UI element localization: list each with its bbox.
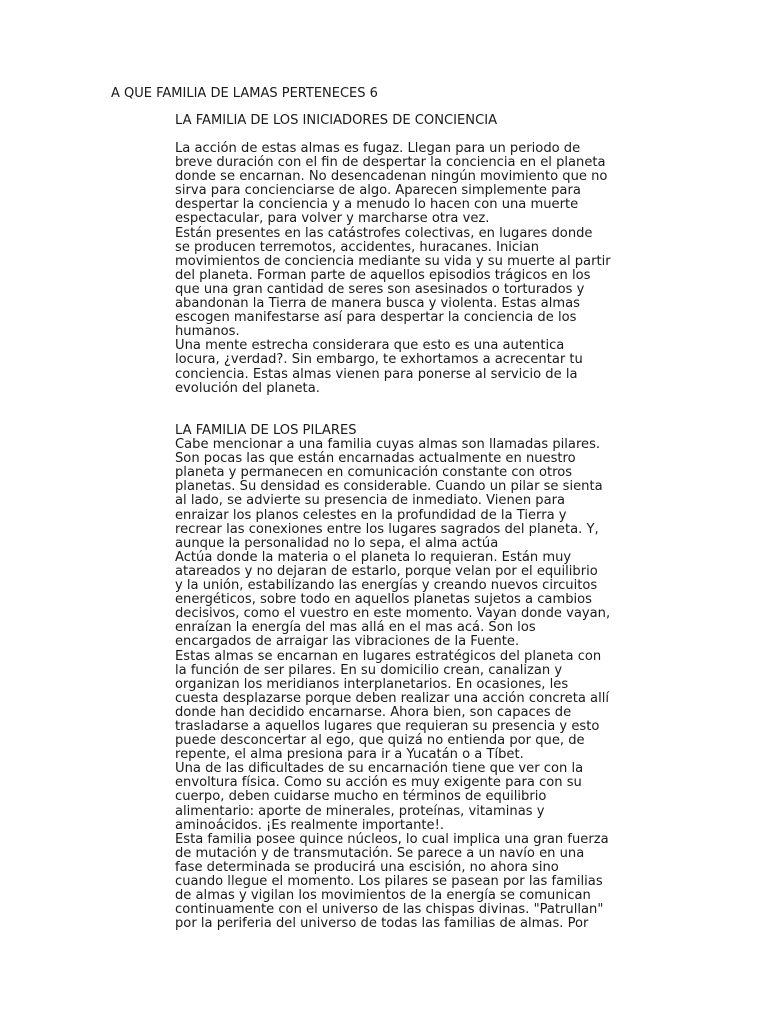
text-line: envoltura física. Como su acción es muy exigente para con su [175, 775, 582, 791]
text-line: continuamente con el universo de las chispas divinas. "Patrullan" [175, 902, 604, 918]
text-line: se producen terremotos, accidentes, huracanes. Inician [175, 239, 540, 255]
text-line: movimientos de conciencia mediante su vida y su muerte al partir [175, 253, 611, 269]
section-iniciadores-heading-block [175, 114, 635, 128]
text-line: breve duración con el fin de despertar la conciencia en el planeta [175, 155, 606, 171]
paragraph [175, 339, 635, 395]
text-line: Actúa donde la materia o el planeta lo requieran. Están muy [175, 549, 572, 565]
text-line: encargados de arraigar las vibraciones de la Fuente. [175, 634, 520, 650]
text-line: locura, ¿verdad?. Sin embargo, te exhortamos a acrecentar tu [175, 352, 583, 368]
text-line: Estas almas se encarnan en lugares estratégicos del planeta con [175, 648, 602, 664]
text-line: de mutación y de transmutación. Se parece a un navío en una [175, 845, 585, 861]
text-line: decisivos, como el vuestro en este momento. Vayan donde vayan, [175, 606, 611, 622]
text-line: Cabe mencionar a una familia cuyas almas son llamadas pilares. [175, 437, 601, 453]
text-line: cuerpo, deben cuidarse mucho en términos de equilibrio [175, 789, 547, 805]
text-line: Están presentes en las catástrofes colectivas, en lugares donde [175, 225, 593, 241]
paragraph [175, 227, 635, 340]
text-line: Son pocas las que están encarnadas actualmente en nuestro [175, 451, 576, 467]
text-line: que una gran cantidad de seres son asesinados o torturados y [175, 281, 585, 297]
section-iniciadores-body [175, 142, 635, 396]
text-line: recrear las conexiones entre los lugares sagrados del planeta. Y, [175, 521, 599, 537]
section-pilares [175, 424, 635, 931]
text-line: donde han decidido encarnarse. Ahora bien, son capaces de [175, 704, 572, 720]
text-line: Una mente estrecha considerara que esto es una autentica [175, 338, 565, 354]
text-line: atareados y no dejaran de estarlo, porque velan por el equilibrio [175, 563, 598, 579]
paragraph [175, 762, 635, 832]
text-line: sirva para concienciarse de algo. Aparecen simplemente para [175, 183, 581, 199]
text-line: cuando llegue el momento. Los pilares se pasean por las familias [175, 874, 603, 889]
section-heading-pilares: LA FAMILIA DE LOS PILARES [175, 423, 357, 438]
text-line: organizan los meridianos interplanetarios. En ocasiones, les [175, 676, 569, 692]
text-line: planeta y permanecen en comunicación constante con otros [175, 465, 573, 481]
text-line: aminoácidos. ¡Es realmente importante!. [175, 817, 444, 833]
text-line: repente, el alma presiona para ir a Yucatán o a Tíbet. [175, 747, 524, 763]
text-line: fase determinada se producirá una escisión, no ahora sino [175, 859, 559, 875]
paragraph [175, 650, 635, 763]
text-line: La acción de estas almas es fugaz. Llegan para un periodo de [175, 141, 581, 156]
text-line: al lado, se advierte su presencia de inmediato. Vienen para [175, 493, 566, 509]
text-line: planetas. Su densidad es considerable. Cuando un pilar se sienta [175, 479, 603, 495]
text-line: despertar la conciencia y a menudo lo hacen con una muerte [175, 197, 579, 213]
text-line: y la unión, estabilizando las energías y creando nuevos circuitos [175, 578, 598, 594]
paragraph [175, 551, 635, 650]
paragraph [175, 438, 635, 551]
text-line: Una de las dificultades de su encarnación tiene que ver con la [175, 761, 584, 777]
section-heading-iniciadores: LA FAMILIA DE LOS INICIADORES DE CONCIENCIA [175, 113, 498, 128]
text-line: enraízan la energía del mas allá en el mas acá. Son los [175, 620, 536, 636]
text-line: del planeta. Forman parte de aquellos episodios trágicos en los [175, 267, 591, 283]
text-line: evolución del planeta. [175, 380, 320, 396]
text-line: cuesta desplazarse porque deben realizar una acción concreta allí [175, 690, 609, 706]
text-line: espectacular, para volver y marcharse otra vez. [175, 211, 490, 227]
text-line: por la periferia del universo de todas las familias de almas. Por [175, 916, 589, 932]
text-line: energéticos, sobre todo en aquellos planetas sujetos a cambios [175, 592, 592, 608]
text-line: la función de ser pilares. En su domicilio crean, canalizan y [175, 662, 563, 678]
paragraph [175, 833, 635, 932]
text-line: conciencia. Estas almas vienen para ponerse al servicio de la [175, 366, 578, 382]
text-line: donde se encarnan. No desencadenan ningún movimiento que no [175, 169, 608, 185]
text-line: trasladarse a aquellos lugares que requieran su presencia y esto [175, 718, 600, 734]
text-line: puede desconcertar al ego, que quizá no entienda por que, de [175, 733, 585, 749]
text-line: aunque la personalidad no lo sepa, el alma actúa [175, 535, 499, 551]
text-line: humanos. [175, 324, 240, 340]
text-line: Esta familia posee quince núcleos, lo cual implica una gran fuerza [175, 831, 609, 847]
document-title: A QUE FAMILIA DE LAMAS PERTENECES 6 [111, 86, 378, 101]
text-line: enraizar los planos celestes en la profundidad de la Tierra y [175, 507, 567, 523]
text-line: abandonan la Tierra de manera busca y violenta. Estas almas [175, 296, 580, 312]
text-line: escogen manifestarse así para despertar la conciencia de los [175, 310, 577, 326]
paragraph [175, 142, 635, 227]
text-line: alimentario: aporte de minerales, proteínas, vitaminas y [175, 803, 545, 819]
text-line: de almas y vigilan los movimientos de la energía se comunican [175, 888, 591, 904]
